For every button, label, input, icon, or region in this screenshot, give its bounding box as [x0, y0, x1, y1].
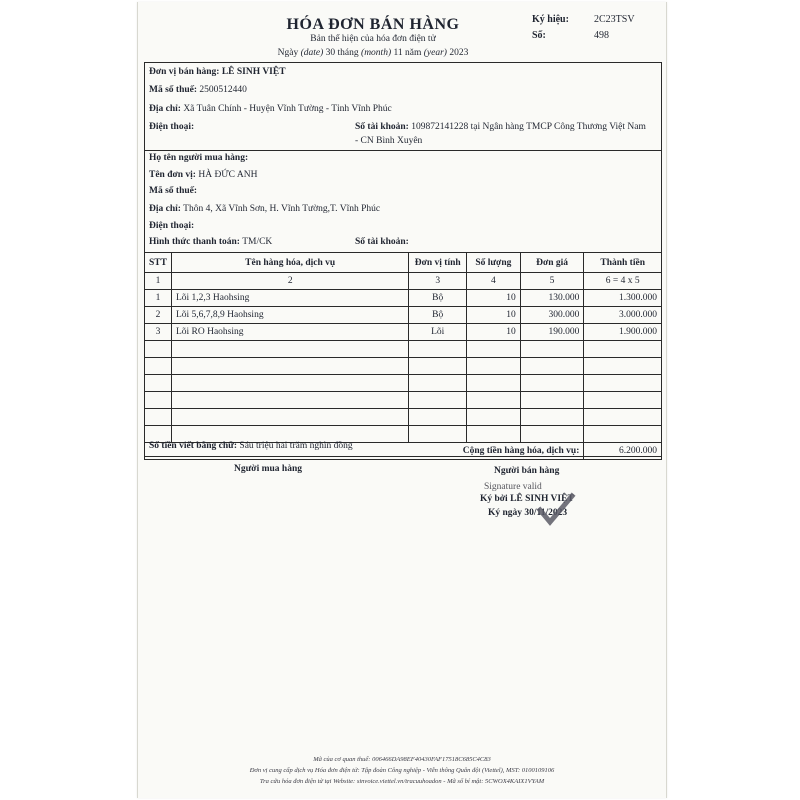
- row-name: Lõi RO Haohsing: [171, 324, 408, 341]
- header-amount: Thành tiền: [584, 253, 662, 273]
- buyer-name-label: Họ tên người mua hàng:: [149, 153, 249, 163]
- buyer-payment-value: TM/CK: [242, 237, 273, 247]
- index-cell: 1: [145, 273, 172, 290]
- invoice-date: [138, 48, 608, 58]
- seller-section: [144, 62, 662, 151]
- footer-lookup: Tra cứu hóa đơn điện tử tại Website: sinvoice.viettel.vn/tracuuhoadon - Mã số bí mật: 5CWOX4KAIX1VYAM: [259, 778, 545, 785]
- table-index-row: [145, 273, 662, 290]
- buyer-phone-label: Điện thoại:: [149, 221, 195, 231]
- row-amount: 1.900.000: [584, 324, 662, 341]
- invoice-sheet: [137, 2, 667, 798]
- seller-phone-label: Điện thoại:: [149, 122, 195, 132]
- date-month: 11: [393, 48, 403, 58]
- empty-row: [145, 341, 662, 358]
- seller-account-line2: - CN Bình Xuyên: [355, 136, 423, 146]
- serial-label: Ký hiệu:: [532, 14, 569, 25]
- buyer-signature-title: Người mua hàng: [234, 464, 302, 474]
- table-row: [145, 290, 662, 307]
- buyer-name: [149, 153, 248, 163]
- row-unit: Bộ: [409, 307, 467, 324]
- row-price: 190.000: [520, 324, 584, 341]
- header-stt: STT: [145, 253, 172, 273]
- table-row: [145, 307, 662, 324]
- row-amount: 1.300.000: [584, 290, 662, 307]
- seller-name-label: Đơn vị bán hàng:: [149, 67, 220, 77]
- buyer-unit: [149, 170, 257, 180]
- signature-status: Signature valid: [484, 482, 542, 492]
- buyer-address: [149, 204, 380, 214]
- footer-tax-code: Mã của cơ quan thuế: 006466DA98EF40430FAF17518C685C4C83: [313, 756, 491, 763]
- empty-row: [145, 409, 662, 426]
- buyer-unit-value: HÀ ĐỨC ANH: [198, 170, 258, 180]
- row-qty: 10: [466, 307, 520, 324]
- buyer-tax-label: Mã số thuế:: [149, 186, 198, 196]
- seller-phone: [149, 122, 194, 132]
- index-cell: 6 = 4 x 5: [584, 273, 662, 290]
- row-amount: 3.000.000: [584, 307, 662, 324]
- buyer-account-label: Số tài khoản:: [355, 237, 409, 247]
- buyer-tax: [149, 186, 197, 196]
- header-unit: Đơn vị tính: [409, 253, 467, 273]
- buyer-phone: [149, 221, 194, 231]
- buyer-payment: [149, 237, 272, 247]
- serial-value: 2C23TSV: [594, 14, 635, 25]
- footer-provider: Đơn vị cung cấp dịch vụ Hóa đơn điện tử: Tập đoàn Công nghiệp - Viễn thông Quân đội (Viettel), MST: 0100109106: [249, 767, 555, 774]
- row-qty: 10: [466, 290, 520, 307]
- seller-address: [149, 104, 392, 114]
- total-label: Cộng tiền hàng hóa, dịch vụ:: [145, 443, 584, 460]
- seller-account-label: Số tài khoản:: [355, 122, 409, 132]
- index-cell: 4: [466, 273, 520, 290]
- table-header-row: [145, 253, 662, 273]
- words-label: Số tiền viết bằng chữ:: [149, 441, 238, 451]
- date-year: 2023: [449, 48, 469, 58]
- date-day: 30: [325, 48, 336, 58]
- seller-name: [149, 67, 286, 77]
- seller-account-value: 109872141228 tại Ngân hàng TMCP Công Thương Việt Nam: [411, 122, 646, 132]
- total-value: 6.200.000: [584, 443, 662, 460]
- empty-row: [145, 358, 662, 375]
- row-stt: 1: [145, 290, 172, 307]
- row-name: Lõi 5,6,7,8,9 Haohsing: [171, 307, 408, 324]
- number-value: 498: [594, 30, 609, 41]
- buyer-payment-label: Hình thức thanh toán:: [149, 237, 240, 247]
- invoice-subtitle: Bản thể hiện của hóa đơn điện tử: [310, 34, 436, 44]
- header-qty: Số lượng: [466, 253, 520, 273]
- row-unit: Bộ: [409, 290, 467, 307]
- header-price: Đơn giá: [520, 253, 584, 273]
- row-price: 300.000: [520, 307, 584, 324]
- seller-address-label: Địa chỉ:: [149, 104, 181, 114]
- row-price: 130.000: [520, 290, 584, 307]
- seller-signature-title: Người bán hàng: [494, 466, 560, 476]
- seller-address-value: Xã Tuân Chính - Huyện Vĩnh Tường - Tỉnh Vĩnh Phúc: [183, 104, 392, 114]
- amount-in-words: [144, 438, 662, 457]
- date-prefix: Ngày: [277, 48, 299, 58]
- index-cell: 5: [520, 273, 584, 290]
- row-stt: 3: [145, 324, 172, 341]
- date-day-hint: (date): [300, 48, 324, 58]
- seller-name-value: LÊ SINH VIỆT: [221, 67, 286, 77]
- seller-account: [355, 122, 646, 132]
- index-cell: 2: [171, 273, 408, 290]
- buyer-address-label: Địa chỉ:: [149, 204, 181, 214]
- row-unit: Lõi: [409, 324, 467, 341]
- date-year-word: năm: [405, 48, 422, 58]
- words-line: [149, 441, 353, 451]
- row-stt: 2: [145, 307, 172, 324]
- signature-signed-by: Ký bởi LÊ SINH VIỆT: [480, 494, 574, 504]
- words-value: Sáu triệu hai trăm nghìn đồng: [239, 441, 353, 451]
- empty-row: [145, 375, 662, 392]
- row-qty: 10: [466, 324, 520, 341]
- number-label: Số:: [532, 30, 546, 41]
- signature-signed-date: Ký ngày 30/11/2023: [488, 508, 568, 518]
- row-name: Lõi 1,2,3 Haohsing: [171, 290, 408, 307]
- date-month-hint: (month): [361, 48, 392, 58]
- seller-tax-value: 2500512440: [199, 85, 247, 95]
- empty-row: [145, 392, 662, 409]
- buyer-address-value: Thôn 4, Xã Vĩnh Sơn, H. Vĩnh Tường,T. Vĩnh Phúc: [183, 204, 381, 214]
- seller-tax-label: Mã số thuế:: [149, 85, 198, 95]
- date-year-hint: (year): [423, 48, 447, 58]
- seller-tax: [149, 85, 247, 95]
- index-cell: 3: [409, 273, 467, 290]
- signature-check-icon: [536, 492, 576, 526]
- invoice-title: HÓA ĐƠN BÁN HÀNG: [286, 16, 460, 33]
- buyer-account: [355, 237, 409, 247]
- buyer-section: [144, 149, 662, 253]
- buyer-unit-label: Tên đơn vị:: [149, 170, 196, 180]
- header-name: Tên hàng hóa, dịch vụ: [171, 253, 408, 273]
- date-month-word: tháng: [337, 48, 359, 58]
- items-table: [144, 252, 662, 460]
- table-row: [145, 324, 662, 341]
